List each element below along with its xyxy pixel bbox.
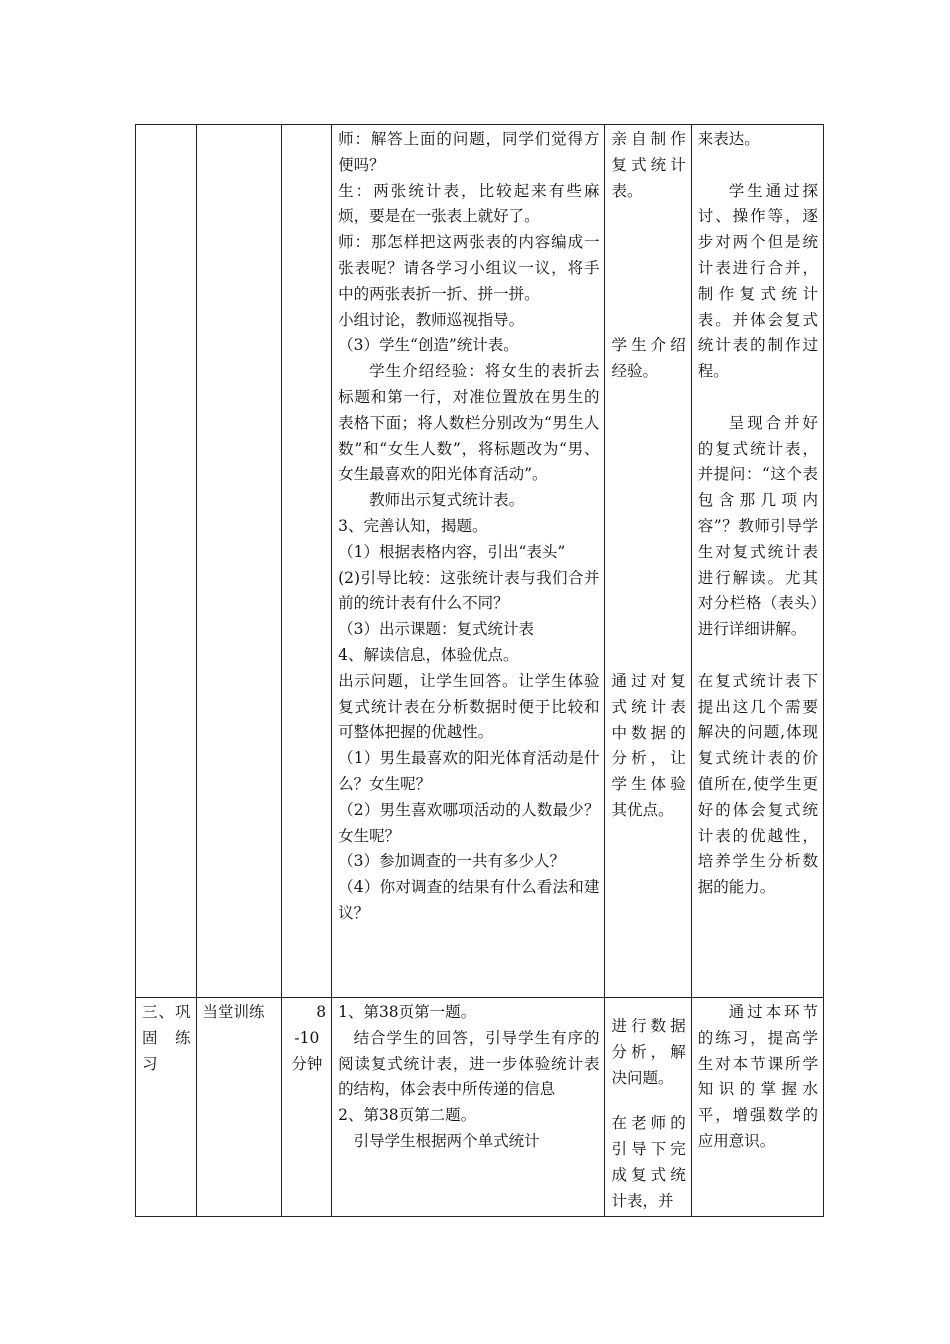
text-line: 师：解答上面的问题，同学们觉得方便吗？ xyxy=(338,130,600,174)
teacher-activity-cell xyxy=(332,125,605,998)
time-cell xyxy=(281,125,331,998)
text-line: 2、第38页第二题。 xyxy=(338,1106,477,1125)
text-line: 教师出示复式统计表。 xyxy=(369,491,525,510)
text-line: 出示问题，让学生回答。让学生体验复式统计表在分析数据时便于比较和可整体把握的优越性。 xyxy=(338,671,600,742)
student-activity-cell xyxy=(605,998,691,1217)
text-line: 4、解读信息，体验优点。 xyxy=(338,645,519,664)
section-cell xyxy=(196,998,281,1217)
text-line: 1、第38页第一题。 xyxy=(338,1003,477,1021)
text-line: 学生介绍经验。 xyxy=(611,336,686,381)
student-activity-cell xyxy=(605,125,691,998)
design-intent-cell xyxy=(691,125,823,998)
text-line: 通过对复式统计表中数据的分析，让学生体验其优点。 xyxy=(611,671,686,819)
section-cell xyxy=(196,125,281,998)
text-line: 8 xyxy=(316,1003,327,1021)
text-line: 呈现合并好的复式统计表，并提问：“这个表包含那几项内容”？教师引导学生对复式统计表进行解读。尤其对分栏格（表头）进行详细讲解。 xyxy=(697,413,818,639)
text-line: 在复式统计表下提出这几个需要解决的问题,体现复式统计表的价值所在,使学生更好的体会复式统计表的优越性，培养学生分析数据的能力。 xyxy=(697,671,818,897)
text-line: （3）参加调查的一共有多少人？ xyxy=(338,852,565,871)
text-line: （3）学生“创造”统计表。 xyxy=(338,336,519,355)
text-line: 师：那怎样把这两张表的内容编成一张表呢？请各学习小组议一议，将手中的两张表折一折、拼一拼。 xyxy=(338,233,600,303)
text-line: 三、巩固 练习 xyxy=(142,1003,191,1073)
text-line: 3、完善认知，揭题。 xyxy=(338,516,488,535)
text-line: -10 xyxy=(294,1028,320,1047)
time-cell xyxy=(281,998,331,1217)
text-line: 生：两张统计表，比较起来有些麻烦，要是在一张表上就好了。 xyxy=(338,181,600,226)
teacher-activity-cell xyxy=(332,998,605,1217)
text-line: （2）男生喜欢哪项活动的人数最少？女生呢？ xyxy=(338,800,600,845)
text-line: 进行数据分析，解决问题。 xyxy=(611,1017,686,1087)
text-line: 分钟 xyxy=(291,1054,323,1073)
text-line: （1）男生最喜欢的阳光体育活动是什么？女生呢？ xyxy=(338,749,600,793)
lesson-plan-table xyxy=(135,124,824,1217)
stage-cell xyxy=(136,125,197,998)
text-line: （3）出示课题：复式统计表 xyxy=(338,620,534,639)
text-line: 通过本环节的练习，提高学生对本节课所学知识的掌握水平，增强数学的应用意识。 xyxy=(697,1003,818,1150)
text-line: 引导学生根据两个单式统计 xyxy=(353,1131,540,1150)
text-line: （4）你对调查的结果有什么看法和建议？ xyxy=(338,878,600,922)
table-row xyxy=(136,125,824,998)
text-line: 当堂训练 xyxy=(202,1003,265,1021)
design-intent-cell xyxy=(691,998,823,1217)
text-line: 结合学生的回答，引导学生有序的阅读复式统计表，进一步体验统计表的结构，体会表中所传递的信息 xyxy=(338,1028,600,1099)
text-line: 小组讨论，教师巡视指导。 xyxy=(338,310,525,329)
text-line: （1）根据表格内容，引出“表头” xyxy=(338,542,566,561)
text-line: 在老师的引导下完成复式统计表，并 xyxy=(611,1114,686,1210)
text-line: 学生介绍经验：将女生的表折去标题和第一行，对准位置放在男生的表格下面；将人数栏分别改为“男生人数”和“女生人数”，将标题改为“男、女生最喜欢的阳光体育活动”。 xyxy=(338,362,600,484)
stage-cell xyxy=(136,998,197,1217)
text-line: 亲自制作复式统计表。 xyxy=(611,130,686,200)
text-line: (2)引导比较：这张统计表与我们合并前的统计表有什么不同？ xyxy=(338,568,600,613)
text-line: 来表达。 xyxy=(697,130,760,148)
table-row xyxy=(136,998,824,1217)
text-line: 学生通过探讨、操作等，逐步对两个但是统计表进行合并，制作复式统计表。并体会复式统计表的制作过程。 xyxy=(697,181,818,381)
